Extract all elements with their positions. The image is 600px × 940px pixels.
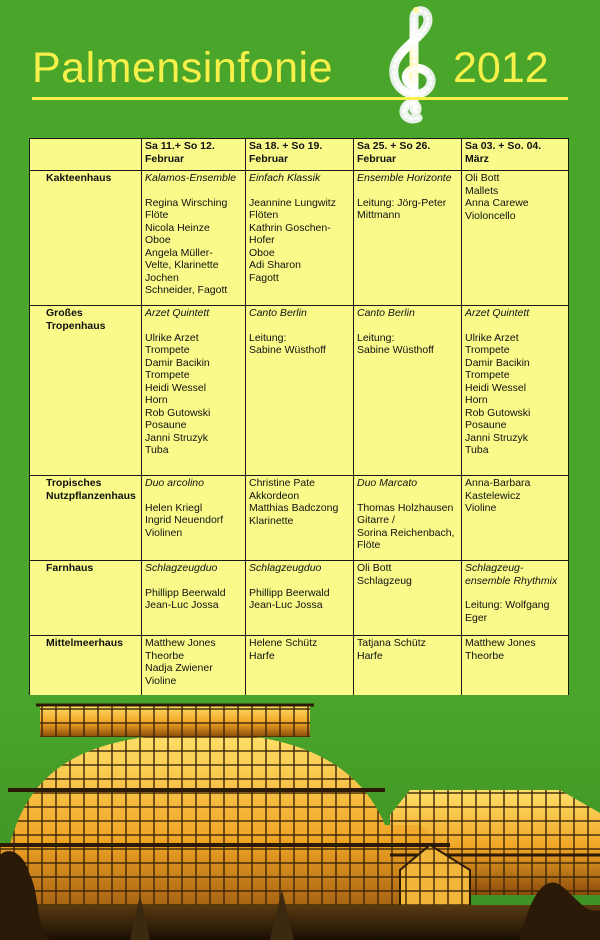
schedule-cell <box>462 476 569 561</box>
ensemble-name: Schlagzeug-ensemble Rhythmix <box>465 562 558 587</box>
venue-name: Tropisches Nutzpflanzenhaus <box>30 476 142 561</box>
performer-line: Trompete <box>145 344 190 356</box>
venue-name: Großes Tropenhaus <box>30 306 142 476</box>
table-header-row <box>30 139 569 171</box>
ensemble-name: Canto Berlin <box>357 307 415 319</box>
spacer <box>249 575 351 587</box>
performer-line: Phillipp Beerwald <box>145 586 226 599</box>
column-header: Sa 18. + So 19. Februar <box>246 139 354 171</box>
performer-line: Tuba <box>465 444 489 456</box>
spacer <box>249 185 351 197</box>
poster-year: 2012 <box>453 44 549 92</box>
performer-line: Janni Struzyk <box>145 431 209 444</box>
performer-line: Janni Struzyk <box>465 431 529 444</box>
performer-line: Flöten <box>249 209 279 221</box>
spacer <box>145 490 243 502</box>
schedule-cell <box>246 306 354 476</box>
performer-line: Akkordeon <box>249 489 300 502</box>
schedule-cell <box>462 306 569 476</box>
performer-line: Helen Kriegl <box>145 501 203 514</box>
performer-line: Sorina Reichenbach, <box>357 526 455 539</box>
performer-line: Kathrin Goschen- <box>249 221 331 234</box>
performer-line: Rob Gutowski <box>465 406 531 419</box>
ensemble-name: Canto Berlin <box>249 307 307 319</box>
performer-line: Theorbe <box>465 649 505 662</box>
performer-line: Schlagzeug <box>357 574 412 587</box>
schedule-cell <box>354 636 462 696</box>
performer-line: Matthew Jones <box>145 637 216 649</box>
spacer <box>249 320 351 332</box>
schedule-cell <box>354 171 462 306</box>
performer-line: Regina Wirsching <box>145 196 228 209</box>
ensemble-name: Ensemble Horizonte <box>357 172 452 184</box>
performer-line: Hofer <box>249 234 275 246</box>
schedule-cell <box>142 171 246 306</box>
schedule-cell <box>246 171 354 306</box>
performer-line: Oboe <box>249 246 275 259</box>
performer-line: Anna Carewe <box>465 197 529 209</box>
performer-line: Heidi Wessel <box>465 381 527 394</box>
performer-line: Mittmann <box>357 209 401 221</box>
schedule-cell <box>354 476 462 561</box>
performer-line: Christine Pate <box>249 477 315 489</box>
schedule-cell <box>462 636 569 696</box>
table-row <box>30 306 569 476</box>
schedule-cell <box>354 306 462 476</box>
column-header: Sa 25. + So 26. Februar <box>354 139 462 171</box>
performer-line: Leitung: <box>249 331 287 344</box>
performer-line: Leitung: Wolfgang <box>465 599 550 611</box>
performer-line: Violine <box>465 502 497 514</box>
spacer <box>145 320 243 332</box>
spacer <box>357 320 459 332</box>
performer-line: Ulrike Arzet <box>145 331 199 344</box>
ensemble-name: Arzet Quintett <box>145 307 210 319</box>
performer-line: Matthias Badczong <box>249 502 339 514</box>
performer-line: Trompete <box>145 369 190 381</box>
performer-line: Jean-Luc Jossa <box>145 599 219 611</box>
performer-line: Jean-Luc Jossa <box>249 599 323 611</box>
performer-line: Kastelewicz <box>465 489 521 502</box>
performer-line: Violinen <box>145 526 183 539</box>
schedule-cell <box>142 636 246 696</box>
ensemble-name: Schlagzeugduo <box>145 562 218 574</box>
performer-line: Sabine Wüsthoff <box>357 344 434 356</box>
spacer <box>465 320 566 332</box>
poster-title: Palmensinfonie <box>32 44 334 92</box>
performer-line: Oli Bott <box>465 172 500 184</box>
venue-name: Farnhaus <box>30 561 142 636</box>
spacer <box>357 185 459 197</box>
ensemble-name: Duo Marcato <box>357 477 418 489</box>
venue-name: Mittelmeerhaus <box>30 636 142 696</box>
performer-line: Damir Bacikin <box>145 356 210 369</box>
performer-line: Ulrike Arzet <box>465 331 519 344</box>
header <box>0 0 600 135</box>
schedule-cell <box>246 561 354 636</box>
ensemble-name: Kalamos-Ensemble <box>145 172 237 184</box>
performer-line: Klarinette <box>249 514 294 527</box>
schedule-cell <box>462 171 569 306</box>
performer-line: Nadja Zwiener <box>145 662 213 674</box>
performer-line: Horn <box>145 394 168 406</box>
schedule-cell <box>142 476 246 561</box>
column-header: Sa 11.+ So 12. Februar <box>142 139 246 171</box>
performer-line: Sabine Wüsthoff <box>249 344 326 356</box>
performer-line: Harfe <box>249 649 275 662</box>
table-row <box>30 476 569 561</box>
ensemble-name: Schlagzeugduo <box>249 562 322 574</box>
performer-line: Leitung: <box>357 331 395 344</box>
performer-line: Heidi Wessel <box>145 381 207 394</box>
performer-line: Posaune <box>465 419 507 431</box>
table-row <box>30 171 569 306</box>
schedule-cell <box>246 636 354 696</box>
performer-line: Harfe <box>357 649 383 662</box>
performer-line: Damir Bacikin <box>465 356 530 369</box>
spacer <box>465 587 566 599</box>
performer-line: Trompete <box>465 344 510 356</box>
schedule-table <box>29 138 569 696</box>
performer-line: Rob Gutowski <box>145 406 211 419</box>
performer-line: Fagott <box>249 271 279 284</box>
performer-line: Gitarre / <box>357 514 395 526</box>
performer-line: Flöte <box>145 209 169 221</box>
spacer <box>145 575 243 587</box>
title-underline <box>32 97 568 100</box>
performer-line: Tatjana Schütz <box>357 637 426 649</box>
performer-line: Matthew Jones <box>465 637 536 649</box>
venue-name: Kakteenhaus <box>30 171 142 306</box>
performer-line: Phillipp Beerwald <box>249 586 330 599</box>
performer-line: Adi Sharon <box>249 259 301 271</box>
performer-line: Nicola Heinze <box>145 221 210 234</box>
column-header: Sa 03. + So. 04. März <box>462 139 569 171</box>
spacer <box>145 185 243 197</box>
performer-line: Horn <box>465 394 488 406</box>
performer-line: Trompete <box>465 369 510 381</box>
table-row <box>30 561 569 636</box>
performer-line: Theorbe <box>145 649 185 662</box>
performer-line: Oli Bott <box>357 562 392 574</box>
greenhouse-photo <box>0 695 600 940</box>
performer-line: Thomas Holzhausen <box>357 501 454 514</box>
performer-line: Jeannine Lungwitz <box>249 196 336 209</box>
performer-line: Tuba <box>145 444 169 456</box>
schedule-cell <box>354 561 462 636</box>
schedule-cell <box>142 306 246 476</box>
performer-line: Violoncello <box>465 209 516 222</box>
performer-line: Anna-Barbara <box>465 477 531 489</box>
performer-line: Ingrid Neuendorf <box>145 514 224 526</box>
performer-line: Mallets <box>465 184 499 197</box>
performer-line: Flöte <box>357 539 381 551</box>
performer-line: Velte, Klarinette <box>145 259 219 271</box>
treble-clef-flowers-icon <box>378 6 448 124</box>
ensemble-name: Arzet Quintett <box>465 307 530 319</box>
performer-line: Violine <box>145 674 177 687</box>
spacer <box>357 490 459 502</box>
performer-line: Posaune <box>145 419 187 431</box>
performer-line: Jochen <box>145 271 179 284</box>
performer-line: Eger <box>465 611 488 624</box>
schedule-cell <box>462 561 569 636</box>
ensemble-name: Duo arcolino <box>145 477 204 489</box>
performer-line: Schneider, Fagott <box>145 284 228 296</box>
performer-line: Angela Müller- <box>145 246 213 259</box>
performer-line: Leitung: Jörg-Peter <box>357 196 447 209</box>
schedule-cell <box>246 476 354 561</box>
schedule-cell <box>142 561 246 636</box>
performer-line: Helene Schütz <box>249 637 318 649</box>
ensemble-name: Einfach Klassik <box>249 172 321 184</box>
table-row <box>30 636 569 696</box>
header-empty-cell <box>30 139 142 171</box>
performer-line: Oboe <box>145 234 171 246</box>
